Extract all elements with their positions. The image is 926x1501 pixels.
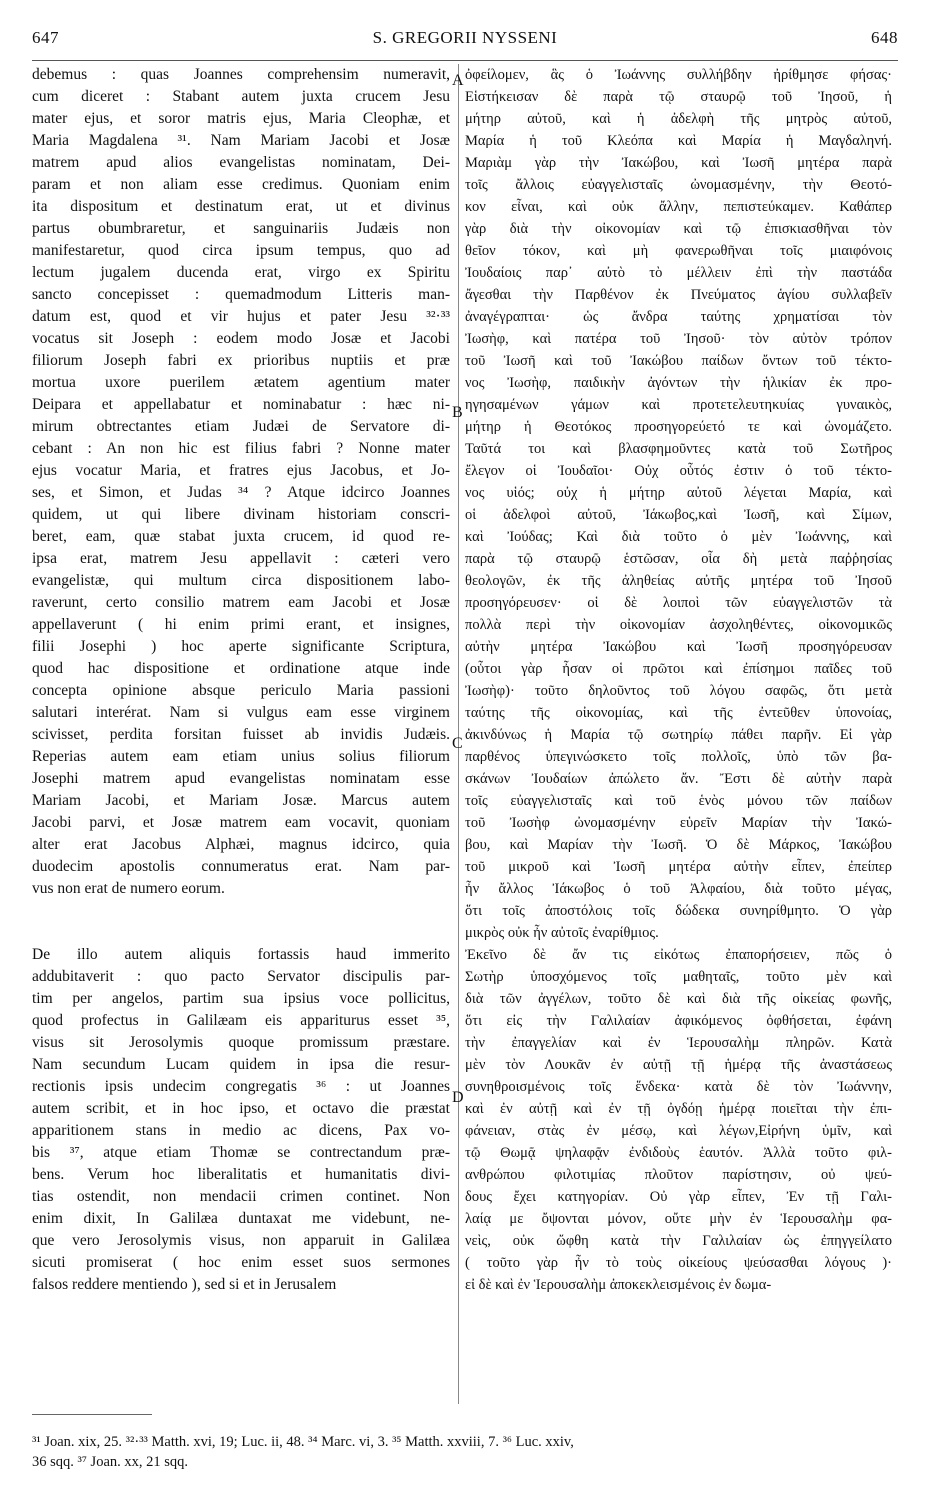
greek-text-line: ανθρώπου φιλοτιμίας πλοῦτον παρίστησιν, οὐ ψεύ- <box>465 1167 892 1183</box>
greek-text-line: τοῖς ἄλλοις εὐαγγελισταῖς ὠνομασμένην, τὴν Θεοτό- <box>465 177 892 193</box>
section-marker-c: C <box>452 735 463 752</box>
latin-text-line: mater ejus, et soror matris ejus, Maria Cleophæ, et <box>32 110 450 127</box>
greek-text-line: θεῖον τόκον, καὶ μὴ φανερωθῆναι τοῖς μιαιφόνοις <box>465 243 892 259</box>
section-marker-b: B <box>452 404 463 421</box>
greek-text-line: εἰ δὲ καὶ ἐν Ἱερουσαλὴμ ἀποκεκλεισμένοις ἐν δωμα- <box>465 1277 772 1293</box>
latin-text-line: partus obumbraretur, et sanguinariis Judæis non <box>32 220 450 237</box>
greek-text-line: Εἱστήκεισαν δὲ παρὰ τῷ σταυρῷ τοῦ Ἰησοῦ, ἡ <box>465 89 892 105</box>
latin-text-line: cebant : An non hic est filius fabri ? Nonne mater <box>32 440 450 457</box>
page-number-left: 647 <box>32 28 59 47</box>
latin-text-line: salutari interérat. Nam si vulgus eam esse virginem <box>32 704 450 721</box>
greek-text-line: μὲν τὸν Λουκᾶν ἐν αὐτῇ τῇ ἡμέρᾳ τῆς ἀναστάσεως <box>465 1057 892 1073</box>
latin-text-line: ses, et Simon, et Judas ³⁴ ? Atque idcirco Joannes <box>32 484 450 501</box>
greek-column <box>465 64 892 1296</box>
greek-text-line: προσηγόρευσεν· οἱ δὲ λοιποὶ τῶν εὐαγγελιστῶν τὰ <box>465 595 892 611</box>
latin-text-line: Nam secundum Lucam quidem in ipsa die resur- <box>32 1056 450 1073</box>
latin-text-line: evangelistæ, qui multum circa dispositionem labo- <box>32 572 450 589</box>
greek-text-line: παρθένος ὑπεγινώσκετο τοῖς πολλοῖς, ὑπὸ τῶν βα- <box>465 749 892 765</box>
latin-text-line: mortua uxore puerilem ætatem agentium mater <box>32 374 450 391</box>
greek-text-line: ταύτης τῆς οἰκονομίας, καὶ τῆς ἐντεῦθεν ὑπονοίας, <box>465 705 892 721</box>
latin-text-line: Deipara et appellabatur et nominabatur : hæc ni- <box>32 396 450 413</box>
section-marker-a: A <box>452 72 464 89</box>
greek-text-line: ὀφείλομεν, ἃς ὁ Ἰωάννης συλλήβδην ἠρίθμησε φήσας· <box>465 67 892 83</box>
greek-text-line: ἦν ἄλλος Ἰάκωβος ὁ τοῦ Ἀλφαίου, διὰ τοῦτο μέγας, <box>465 881 892 897</box>
latin-text-line: mirum obtrectantes etiam Judæi de Servatore di- <box>32 418 450 435</box>
greek-text-line: ἀναγέγραπται· ὡς ἄνδρα ταύτης χρηματίσαι τὸν <box>465 309 892 325</box>
latin-text-line: bens. Verum hoc liberalitatis et humanitatis divi- <box>32 1166 450 1183</box>
latin-text-line: Jacobi parvi, et Josæ matrem eam vocavit, quoniam <box>32 814 450 831</box>
greek-text-line: Ἰωσὴφ, καὶ πατέρα τοῦ Ἰησοῦ· τὸν αὐτὸν τρόπον <box>465 331 892 347</box>
greek-text-line: δους ἔχει κατηγορίαν. Οὐ γὰρ εἶπεν, Ἐν τῇ Γαλι- <box>465 1189 892 1205</box>
greek-text-line: καὶ ἐν αὐτῇ καὶ ἐν τῇ ὀγδόῃ ἡμέρᾳ ποιεῖται τὴν ἐπι- <box>465 1101 892 1117</box>
greek-text-line: τοῦ μικροῦ καὶ Ἰωσῆ μητέρα αὐτὴν εἶπεν, ἐπείπερ <box>465 859 892 875</box>
greek-text-line: Σωτὴρ ὑποσχόμενος τοῖς μαθηταῖς, τοῦτο μὲν καὶ <box>465 969 892 985</box>
greek-text-line: καὶ Ἰούδας; Καὶ διὰ τοῦτο ὁ μὲν Ἰωάννης, καὶ <box>465 529 892 545</box>
running-title: S. GREGORII NYSSENI <box>372 28 558 47</box>
greek-text-line: αὐτὴν μητέρα Ἰακώβου καὶ Ἰωσῆ προσηγόρευσαν <box>465 639 892 655</box>
latin-text-line: falsos reddere mentiendo ), sed si et in Jerusalem <box>32 1276 337 1293</box>
greek-text-line: νεὶς, οὐκ ὤφθη κατὰ τὴν Γαλιλαίαν ὡς ἐπηγγείλατο <box>465 1233 892 1249</box>
latin-text-line: tim per angelos, partim sua ipsius voce pollicitus, <box>32 990 450 1007</box>
greek-text-line: τοῦ Ἰωσῆ καὶ τοῦ Ἰακώβου παίδων ὄντων τοῦ τέκτο- <box>465 353 892 369</box>
column-divider <box>458 64 459 1404</box>
latin-text-line: enim dixit, In Galilæa duntaxat me videbunt, ne- <box>32 1210 450 1227</box>
greek-text-line: ἀκινδύνως ἡ Μαρία τῷ σωτηρίῳ πάθει παρῆν. Εἰ γὰρ <box>465 727 892 743</box>
greek-text-line: ὅτι εἰς τὴν Γαλιλαίαν ἀφικόμενος ὀφθήσεται, ἐφάνη <box>465 1013 892 1029</box>
latin-text-line: raverunt, certo consilio matrem eam Jacobi et Josæ <box>32 594 450 611</box>
greek-text-line: νος υἱός; οὐχ ἡ μήτηρ αὐτοῦ λέγεται Μαρία, καὶ <box>465 485 892 501</box>
greek-text-line: Μαρία ἡ τοῦ Κλεόπα καὶ Μαρία ἡ Μαγδαληνή. <box>465 133 892 149</box>
page-number-right: 648 <box>871 28 898 47</box>
greek-text-line: θεολογῶν, ἐκ τῆς ἀληθείας αὐτῆς μητέρα τοῦ Ἰησοῦ <box>465 573 892 589</box>
latin-text-line: matrem apud alios evangelistas nominatam, Dei- <box>32 154 450 171</box>
greek-text-line: λαίᾳ με ὄψονται μόνον, οὔτε μὴν ἐν Ἱερουσαλὴμ φα- <box>465 1211 892 1227</box>
latin-text-line: rectionis ipsis undecim congregatis ³⁶ : ut Joannes <box>32 1078 450 1095</box>
latin-text-line: que vero Jerosolymis visus, non apparuit in Galilæa <box>32 1232 450 1249</box>
greek-text-line: παρὰ τῷ σταυρῷ ἑστῶσαν, οἷα δὴ μετὰ παῤῥησίας <box>465 551 892 567</box>
latin-text-line: tias ostendit, non mendacii crimen continet. Non <box>32 1188 450 1205</box>
latin-text-line: beret, eam, quæ stabat juxta crucem, id quod re- <box>32 528 450 545</box>
latin-text-line: manifestaretur, quod circa ipsum tempus, quo ad <box>32 242 450 259</box>
latin-text-line: quod profectus in Galilæam eis appariturus esset ³⁵, <box>32 1012 450 1029</box>
latin-text-line: ita dispositum et destinatum erat, ut et divinus <box>32 198 450 215</box>
paragraph-gap <box>32 900 450 944</box>
latin-text-line: debemus : quas Joannes comprehensim numeravit, <box>32 66 450 83</box>
latin-text-line: autem scribit, et in hoc ipso, et octavo die præstat <box>32 1100 450 1117</box>
latin-text-line: param et non aliam esse credimus. Quoniam enim <box>32 176 450 193</box>
latin-text-line: Mariam Jacobi, et Mariam Josæ. Marcus autem <box>32 792 450 809</box>
footnote-line: 36 sqq. ³⁷ Joan. xx, 21 sqq. <box>32 1454 189 1470</box>
latin-text-line: quidem, ut qui libere divinam historiam conscri- <box>32 506 450 523</box>
latin-text-line: addubitaverit : quo pacto Servator discipulis par- <box>32 968 450 985</box>
greek-text-line: συνηθροισμένοις τοῖς ἕνδεκα· κατὰ δὲ τὸν Ἰωάννην, <box>465 1079 892 1095</box>
greek-text-line: μήτηρ αὐτοῦ, καὶ ἡ ἀδελφὴ τῆς μητρὸς αὐτοῦ, <box>465 111 892 127</box>
greek-text-line: μήτηρ ἡ Θεοτόκος προσηγορεύετό τε καὶ ὠνομάζετο. <box>465 419 892 435</box>
header-rule <box>32 60 898 61</box>
greek-text-line: Ἐκεῖνο δὲ ἄν τις εἰκότως ἐπαπορήσειεν, πῶς ὁ <box>465 947 892 963</box>
greek-text-line: μικρὸς οὐκ ἦν αὐτοῖς ἐναρίθμιος. <box>465 925 659 941</box>
greek-text-line: (οὗτοι γὰρ ἦσαν οἱ πρῶτοι καὶ ἐπίσημοι παῖδες τοῦ <box>465 661 892 677</box>
greek-text-line: τοῖς εὐαγγελισταῖς καὶ τοῦ ἑνὸς μόνου τῶν παίδων <box>465 793 892 809</box>
greek-text-line: τοῦ Ἰωσὴφ ὠνομασμένην εὑρεῖν Μαρίαν τὴν Ἰακώ- <box>465 815 892 831</box>
greek-text-line: ἔλεγον οἱ Ἰουδαῖοι· Οὐχ οὗτός ἐστιν ὁ τοῦ τέκτο- <box>465 463 892 479</box>
latin-text-line: visus sit Jerosolymis quoque promissum præstare. <box>32 1034 450 1051</box>
latin-text-line: appellaverunt ( hi enim primi erant, et insignes, <box>32 616 450 633</box>
greek-text-line: ηγησαμένων γάμων καὶ προτετελευτηκυίας γυναικὸς, <box>465 397 892 413</box>
latin-text-line: datum est, quod et vir hujus et pater Jesu ³²·³³ <box>32 308 450 325</box>
latin-text-line: filii Josephi ) hoc aperte significante Scriptura, <box>32 638 450 655</box>
latin-text-line: filiorum Joseph fabri ex prioribus nuptiis et præ <box>32 352 450 369</box>
greek-text-line: Ταῦτά τοι καὶ βλασφημοῦντες κατὰ τοῦ Σωτῆρος <box>465 441 892 457</box>
latin-text-line: duodecim apostolis connumeratus erat. Nam par- <box>32 858 450 875</box>
latin-text-line: ejus vocatur Maria, et fratres ejus Jacobus, et Jo- <box>32 462 450 479</box>
running-header <box>32 28 898 54</box>
greek-text-line: σκάνων Ἰουδαίων ἀπώλετο ἄν. Ἔστι δὲ αὐτὴν παρὰ <box>465 771 892 787</box>
greek-text-line: Μαριὰμ γὰρ τὴν Ἰακώβου, καὶ Ἰωσῆ μητέρα παρὰ <box>465 155 892 171</box>
footnote-line: ³¹ Joan. xix, 25. ³²·³³ Matth. xvi, 19; Luc. ii, 48. ³⁴ Marc. vi, 3. ³⁵ Matth. xxviii, 7. ³⁶ Luc. xxiv, <box>32 1434 574 1450</box>
greek-text-line: φάνειαν, στὰς ἐν μέσῳ, καὶ λέγων,Εἰρήνη ὑμῖν, καὶ <box>465 1123 892 1139</box>
latin-text-line: De illo autem aliquis fortassis haud immerito <box>32 946 450 963</box>
section-marker-d: D <box>452 1089 464 1106</box>
latin-text-line: cum diceret : Stabant autem juxta crucem Jesu <box>32 88 450 105</box>
latin-text-line: apparitionem stans in medio ac dicens, Pax vo- <box>32 1122 450 1139</box>
greek-text-line: ὅτι τοῖς ἀποστόλοις τοῖς δώδεκα συνηρίθμητο. Ὁ γὰρ <box>465 903 892 919</box>
greek-text-line: κον εἶναι, καὶ οὐκ ἄλλην, πεπιστεύκαμεν. Καθάπερ <box>465 199 892 215</box>
latin-text-line: Reperias autem eam etiam unius solius filiorum <box>32 748 450 765</box>
latin-text-line: Maria Magdalena ³¹. Nam Mariam Jacobi et Josæ <box>32 132 450 149</box>
latin-text-line: lectum jugalem ducenda erat, virgo ex Spiritu <box>32 264 450 281</box>
greek-text-line: ( τοῦτο γὰρ ἦν τὸ τοὺς οἰκείους ψεύσασθαι λόγους )· <box>465 1255 892 1271</box>
greek-text-line: οἱ ἀδελφοὶ αὐτοῦ, Ἰάκωβος,καὶ Ἰωσῆ, καὶ Σίμων, <box>465 507 892 523</box>
latin-text-line: concepta opinione absque periculo Maria passioni <box>32 682 450 699</box>
latin-text-line: sancto concepisset : quemadmodum Litteris man- <box>32 286 450 303</box>
greek-text-line: Ἰουδαίοις παρ᾽ αὐτὸ τὸ μέλλειν ἐπὶ τὴν παστάδα <box>465 265 892 281</box>
latin-text-line: scivisset, perdita forsitan fuisset ab invidis Judæis. <box>32 726 450 743</box>
latin-text-line: bis ³⁷, atque etiam Thomæ se contrectandum præ- <box>32 1144 450 1161</box>
latin-text-line: ipsa erat, matrem Jesu appellavit : cæteri vero <box>32 550 450 567</box>
latin-text-line: alter erat Jacobus Alphæi, magnus idcirco, quia <box>32 836 450 853</box>
greek-text-line: βου, καὶ Μαρίαν τὴν Ἰωσῆ. Ὁ δὲ Μάρκος, Ἰακώβου <box>465 837 892 853</box>
footnotes <box>32 1432 898 1472</box>
greek-text-line: διὰ τῶν ἀγγέλων, τοῦτο δὲ καὶ διὰ τῆς οἰκείας φωνῆς, <box>465 991 892 1007</box>
greek-text-line: νος Ἰωσὴφ, παιδικὴν ἀγόντων τὴν ἡλικίαν ἐκ προ- <box>465 375 892 391</box>
greek-text-line: Ἰωσὴφ)· τοῦτο δηλοῦντος τοῦ λόγου σαφῶς, ὅτι μετὰ <box>465 683 892 699</box>
latin-column <box>32 64 450 1296</box>
footnote-rule <box>32 1414 152 1415</box>
latin-text-line: Josephi matrem apud evangelistas nominatam esse <box>32 770 450 787</box>
greek-text-line: ἄγεσθαι τὴν Παρθένον ἐκ Πνεύματος ἁγίου συλλαβεῖν <box>465 287 892 303</box>
latin-text-line: vocatus sit Joseph : eodem modo Josæ et Jacobi <box>32 330 450 347</box>
greek-text-line: πολλὰ περὶ τὴν οἰκονομίαν ἀσχοληθέντες, οἰκονομικῶς <box>465 617 892 633</box>
greek-text-line: τὴν ἐπαγγελίαν καὶ ἐν Ἱερουσαλὴμ πληρῶν. Κατὰ <box>465 1035 892 1051</box>
latin-text-line: quod hac dispositione et ordinatione atque inde <box>32 660 450 677</box>
greek-text-line: γὰρ διὰ τὴν οἰκονομίαν καὶ τῷ ἐπισκιασθῆναι τὸν <box>465 221 892 237</box>
latin-text-line: vus non erat de numero eorum. <box>32 880 225 897</box>
latin-text-line: sicuti promiserat ( hoc enim esset suos sermones <box>32 1254 450 1271</box>
greek-text-line: τῷ Θωμᾷ ψηλαφᾷν ἐνδιδοὺς ἑαυτόν. Ἀλλὰ τοῦτο φιλ- <box>465 1145 892 1161</box>
